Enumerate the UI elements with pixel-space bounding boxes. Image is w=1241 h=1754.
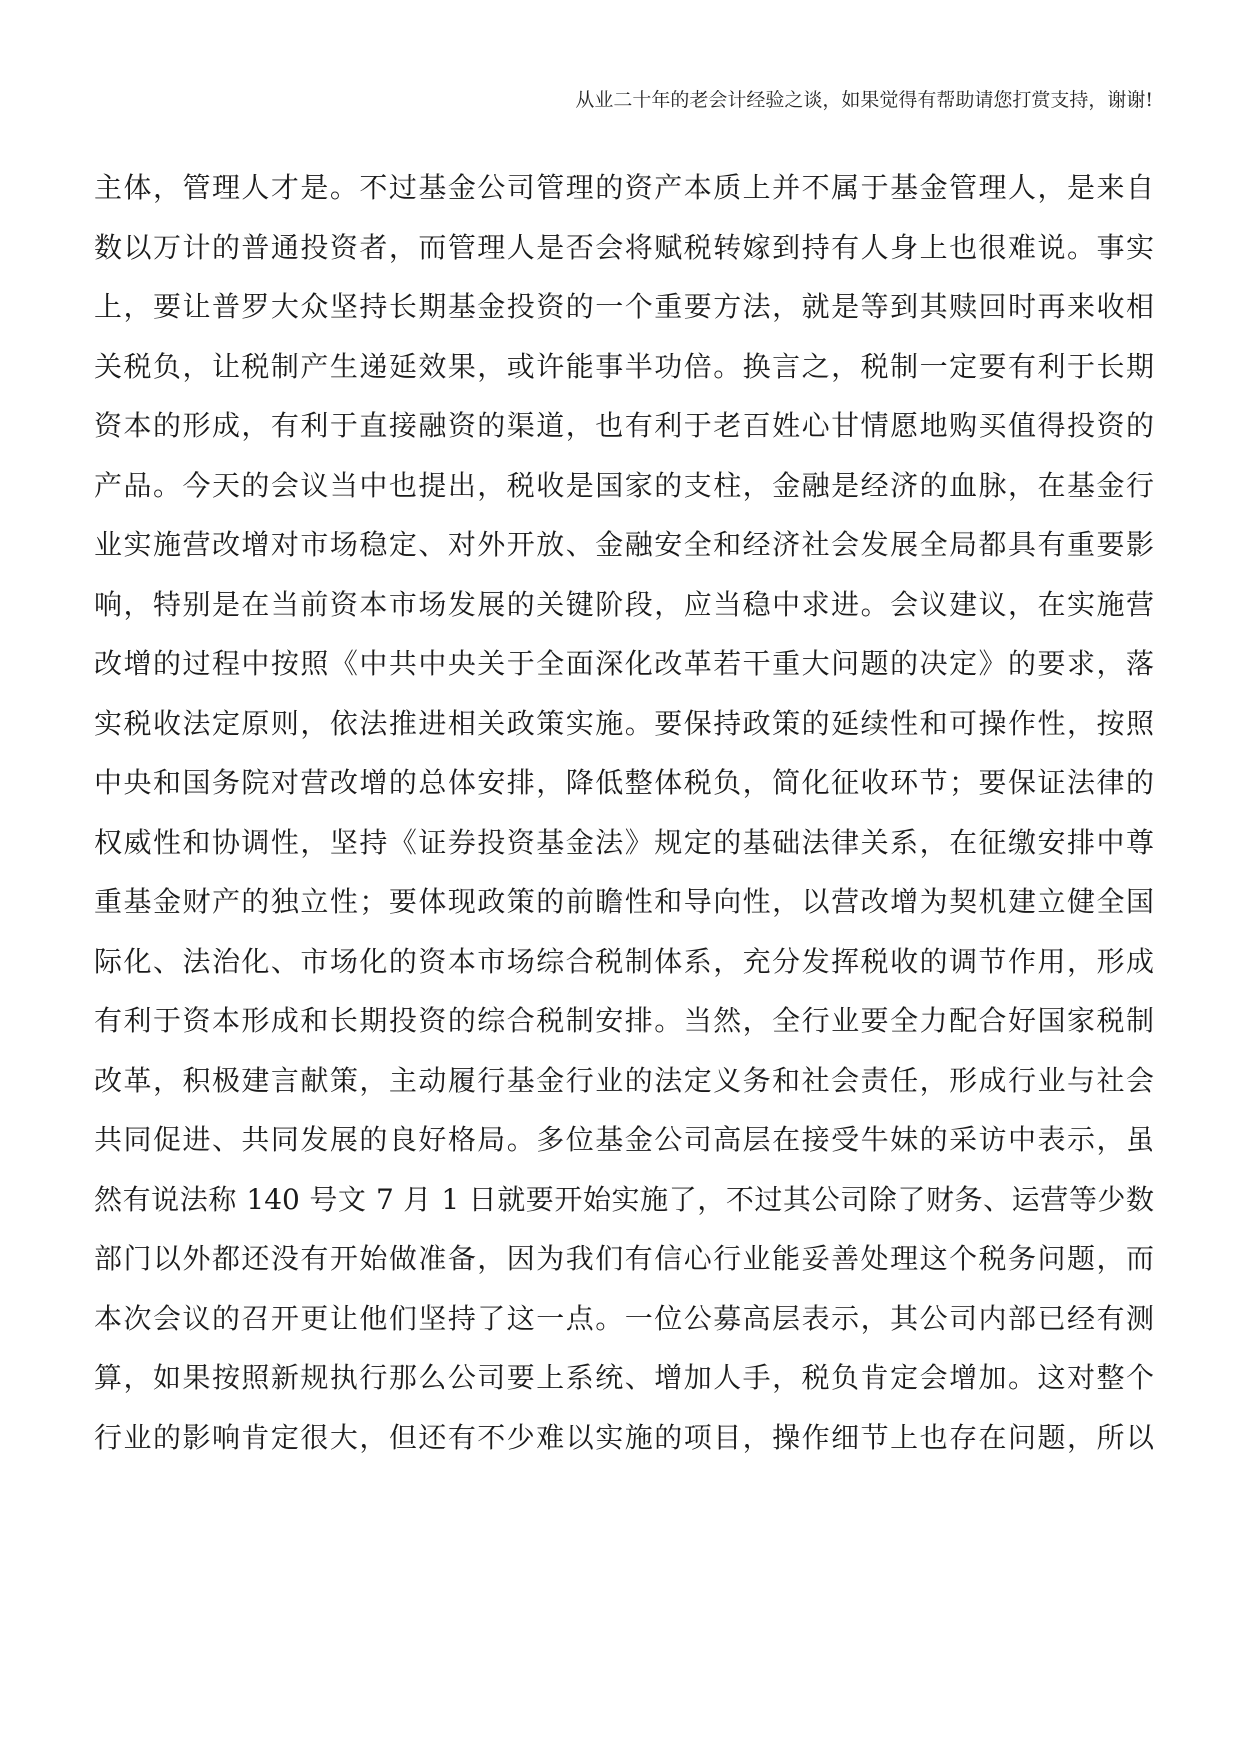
text-line: 际化、法治化、市场化的资本市场综合税制体系，充分发挥税收的调节作用，形成 [94,944,1154,978]
text-line: 共同促进、共同发展的良好格局。多位基金公司高层在接受牛妹的采访中表示，虽 [94,1123,1154,1156]
text-line: 权威性和协调性，坚持《证券投资基金法》规定的基础法律关系，在征缴安排中尊 [94,825,1154,859]
text-line: 关税负，让税制产生递延效果，或许能事半功倍。换言之，税制一定要有利于长期 [94,349,1154,383]
text-line: 然有说法称 140 号文 7 月 1 日就要开始实施了，不过其公司除了财务、运营等少数 [94,1182,1154,1216]
text-line: 业实施营改增对市场稳定、对外开放、金融安全和经济社会发展全局都具有重要影 [94,528,1154,561]
text-line: 实税收法定原则，依法推进相关政策实施。要保持政策的延续性和可操作性，按照 [94,706,1154,740]
text-line: 有利于资本形成和长期投资的综合税制安排。当然，全行业要全力配合好国家税制 [94,1004,1154,1037]
text-line: 算，如果按照新规执行那么公司要上系统、增加人手，税负肯定会增加。这对整个 [94,1361,1154,1394]
text-line: 本次会议的召开更让他们坚持了这一点。一位公募高层表示，其公司内部已经有测 [94,1301,1154,1335]
text-line: 产品。今天的会议当中也提出，税收是国家的支柱，金融是经济的血脉，在基金行 [94,468,1154,502]
text-line: 行业的影响肯定很大，但还有不少难以实施的项目，操作细节上也存在问题，所以 [94,1420,1154,1454]
text-line: 响，特别是在当前资本市场发展的关键阶段，应当稳中求进。会议建议，在实施营 [94,587,1154,621]
text-line: 上，要让普罗大众坚持长期基金投资的一个重要方法，就是等到其赎回时再来收相 [94,290,1154,323]
document-body [94,158,1154,1467]
text-line: 改增的过程中按照《中共中央关于全面深化改革若干重大问题的决定》的要求，落 [94,647,1154,680]
text-line: 改革，积极建言献策，主动履行基金行业的法定义务和社会责任，形成行业与社会 [94,1063,1154,1097]
text-line: 数以万计的普通投资者，而管理人是否会将赋税转嫁到持有人身上也很难说。事实 [94,230,1154,264]
page-header: 从业二十年的老会计经验之谈，如果觉得有帮助请您打赏支持，谢谢! [575,89,1153,111]
text-line: 主体，管理人才是。不过基金公司管理的资产本质上并不属于基金管理人，是来自 [94,171,1154,204]
text-line: 中央和国务院对营改增的总体安排，降低整体税负，简化征收环节；要保证法律的 [94,766,1154,799]
text-line: 资本的形成，有利于直接融资的渠道，也有利于老百姓心甘情愿地购买值得投资的 [94,409,1154,442]
text-line: 重基金财产的独立性；要体现政策的前瞻性和导向性，以营改增为契机建立健全国 [94,885,1154,918]
text-line: 部门以外都还没有开始做准备，因为我们有信心行业能妥善处理这个税务问题，而 [94,1242,1154,1275]
